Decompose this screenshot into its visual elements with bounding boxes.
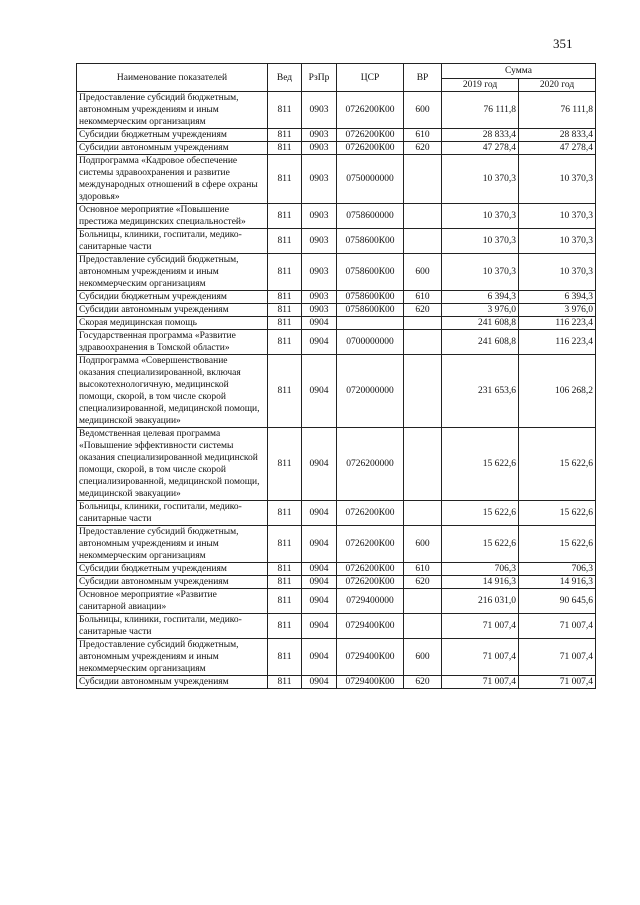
cell-rzpr: 0903 [302,291,337,304]
page-number: 351 [553,36,573,51]
cell-name: Скорая медицинская помощь [77,317,268,330]
cell-y2020: 15 622,6 [519,428,596,501]
cell-y2020: 3 976,0 [519,304,596,317]
cell-csr: 0726200К00 [337,576,404,589]
cell-y2019: 10 370,3 [442,254,519,291]
cell-y2020: 14 916,3 [519,576,596,589]
cell-y2019: 15 622,6 [442,428,519,501]
cell-rzpr: 0904 [302,614,337,639]
cell-csr: 0729400К00 [337,639,404,676]
cell-csr: 0729400000 [337,589,404,614]
cell-csr: 0726200К00 [337,526,404,563]
table-body [77,92,596,689]
cell-name: Субсидии автономным учреждениям [77,304,268,317]
table-row [77,589,596,614]
cell-vr [404,589,442,614]
cell-rzpr: 0903 [302,142,337,155]
cell-csr: 0726200К00 [337,129,404,142]
cell-rzpr: 0904 [302,501,337,526]
cell-rzpr: 0903 [302,204,337,229]
cell-y2019: 241 608,8 [442,317,519,330]
budget-table [76,63,596,689]
cell-vr: 620 [404,676,442,689]
cell-vr: 610 [404,129,442,142]
table-row [77,676,596,689]
cell-name: Предоставление субсидий бюджетным, автономным учреждениям и иным некоммерческим организациям [77,254,268,291]
cell-y2020: 15 622,6 [519,526,596,563]
cell-csr: 0750000000 [337,155,404,204]
cell-rzpr: 0904 [302,589,337,614]
cell-y2019: 706,3 [442,563,519,576]
cell-y2020: 90 645,6 [519,589,596,614]
cell-csr: 0729400К00 [337,676,404,689]
cell-vr: 600 [404,92,442,129]
header-name: Наименование показателей [77,64,268,92]
cell-name: Субсидии автономным учреждениям [77,576,268,589]
header-csr: ЦСР [337,64,404,92]
cell-y2019: 71 007,4 [442,639,519,676]
cell-name: Государственная программа «Развитие здравоохранения в Томской области» [77,330,268,355]
table-row [77,155,596,204]
cell-csr: 0726200К00 [337,563,404,576]
cell-vr: 610 [404,291,442,304]
table-row [77,304,596,317]
cell-ved: 811 [268,614,302,639]
cell-name: Субсидии бюджетным учреждениям [77,129,268,142]
cell-csr: 0758600К00 [337,229,404,254]
cell-y2019: 10 370,3 [442,155,519,204]
table-row [77,614,596,639]
cell-ved: 811 [268,129,302,142]
cell-y2019: 28 833,4 [442,129,519,142]
cell-name: Больницы, клиники, госпитали, медико-санитарные части [77,501,268,526]
cell-vr: 600 [404,526,442,563]
cell-name: Больницы, клиники, госпитали, медико-санитарные части [77,229,268,254]
cell-csr: 0726200К00 [337,501,404,526]
table-row [77,317,596,330]
table-row [77,563,596,576]
cell-y2019: 15 622,6 [442,526,519,563]
cell-rzpr: 0904 [302,639,337,676]
header-ved: Вед [268,64,302,92]
cell-y2019: 3 976,0 [442,304,519,317]
cell-y2020: 28 833,4 [519,129,596,142]
cell-vr: 620 [404,576,442,589]
cell-y2020: 76 111,8 [519,92,596,129]
cell-y2019: 231 653,6 [442,355,519,428]
cell-vr [404,501,442,526]
cell-vr [404,229,442,254]
table-row [77,355,596,428]
cell-csr: 0758600000 [337,204,404,229]
cell-ved: 811 [268,317,302,330]
cell-name: Субсидии автономным учреждениям [77,676,268,689]
cell-y2019: 76 111,8 [442,92,519,129]
cell-y2020: 15 622,6 [519,501,596,526]
cell-csr: 0758600К00 [337,254,404,291]
cell-csr: 0726200000 [337,428,404,501]
cell-name: Предоставление субсидий бюджетным, автономным учреждениям и иным некоммерческим организациям [77,639,268,676]
cell-name: Подпрограмма «Кадровое обеспечение системы здравоохранения и развитие международных отношений в сфере охраны здоровья» [77,155,268,204]
table-row [77,142,596,155]
table-row [77,639,596,676]
cell-name: Субсидии автономным учреждениям [77,142,268,155]
cell-vr [404,317,442,330]
cell-rzpr: 0904 [302,526,337,563]
cell-ved: 811 [268,330,302,355]
cell-ved: 811 [268,589,302,614]
cell-name: Основное мероприятие «Повышение престижа медицинских специальностей» [77,204,268,229]
cell-y2019: 14 916,3 [442,576,519,589]
cell-rzpr: 0903 [302,304,337,317]
table-row [77,204,596,229]
cell-ved: 811 [268,155,302,204]
cell-name: Ведомственная целевая программа «Повышение эффективности системы оказания специализированной медицинской помощи, скорой, в том числе скорой специализированной, медицинской помощи, медицинской эвакуации» [77,428,268,501]
cell-rzpr: 0904 [302,428,337,501]
cell-rzpr: 0904 [302,355,337,428]
cell-y2020: 116 223,4 [519,330,596,355]
table-row [77,576,596,589]
cell-ved: 811 [268,501,302,526]
cell-vr: 610 [404,563,442,576]
cell-y2020: 706,3 [519,563,596,576]
cell-vr [404,355,442,428]
cell-y2020: 47 278,4 [519,142,596,155]
table-row [77,526,596,563]
cell-ved: 811 [268,639,302,676]
table-row [77,92,596,129]
cell-vr [404,428,442,501]
table-header [77,64,596,92]
cell-name: Субсидии бюджетным учреждениям [77,563,268,576]
table-row [77,291,596,304]
cell-vr [404,204,442,229]
header-2019: 2019 год [442,79,519,92]
cell-name: Предоставление субсидий бюджетным, автономным учреждениям и иным некоммерческим организациям [77,526,268,563]
table-row [77,330,596,355]
cell-rzpr: 0904 [302,330,337,355]
cell-y2020: 106 268,2 [519,355,596,428]
cell-csr: 0758600К00 [337,291,404,304]
cell-vr [404,155,442,204]
cell-y2019: 71 007,4 [442,676,519,689]
header-rzpr: РзПр [302,64,337,92]
cell-vr [404,330,442,355]
cell-name: Подпрограмма «Совершенствование оказания специализированной, включая высокотехнологичную, медицинской помощи, скорой, в том числе скорой специализированной, медицинской помощи, медицинской эвакуации» [77,355,268,428]
cell-csr: 0720000000 [337,355,404,428]
cell-ved: 811 [268,563,302,576]
cell-y2019: 10 370,3 [442,229,519,254]
cell-ved: 811 [268,428,302,501]
cell-ved: 811 [268,355,302,428]
cell-ved: 811 [268,92,302,129]
cell-ved: 811 [268,142,302,155]
cell-vr [404,614,442,639]
cell-ved: 811 [268,291,302,304]
cell-vr: 620 [404,304,442,317]
cell-name: Основное мероприятие «Развитие санитарной авиации» [77,589,268,614]
table-row [77,229,596,254]
cell-ved: 811 [268,254,302,291]
cell-csr: 0700000000 [337,330,404,355]
cell-y2020: 71 007,4 [519,614,596,639]
cell-name: Больницы, клиники, госпитали, медико-санитарные части [77,614,268,639]
cell-ved: 811 [268,526,302,563]
cell-y2020: 10 370,3 [519,254,596,291]
cell-name: Предоставление субсидий бюджетным, автономным учреждениям и иным некоммерческим организациям [77,92,268,129]
table-row [77,428,596,501]
cell-y2019: 241 608,8 [442,330,519,355]
cell-rzpr: 0904 [302,563,337,576]
header-2020: 2020 год [519,79,596,92]
table-row [77,501,596,526]
cell-rzpr: 0903 [302,155,337,204]
cell-y2020: 10 370,3 [519,155,596,204]
cell-csr [337,317,404,330]
cell-vr: 600 [404,254,442,291]
cell-y2019: 15 622,6 [442,501,519,526]
cell-y2020: 71 007,4 [519,676,596,689]
cell-rzpr: 0904 [302,576,337,589]
cell-rzpr: 0903 [302,254,337,291]
cell-vr: 620 [404,142,442,155]
cell-rzpr: 0904 [302,317,337,330]
header-sum: Сумма [442,64,596,79]
cell-ved: 811 [268,304,302,317]
cell-ved: 811 [268,676,302,689]
cell-y2019: 216 031,0 [442,589,519,614]
cell-ved: 811 [268,204,302,229]
table-row [77,129,596,142]
cell-y2020: 10 370,3 [519,204,596,229]
cell-y2019: 6 394,3 [442,291,519,304]
cell-rzpr: 0904 [302,676,337,689]
cell-y2019: 47 278,4 [442,142,519,155]
cell-y2020: 71 007,4 [519,639,596,676]
cell-ved: 811 [268,576,302,589]
cell-csr: 0726200К00 [337,92,404,129]
cell-y2020: 6 394,3 [519,291,596,304]
cell-rzpr: 0903 [302,129,337,142]
cell-y2019: 10 370,3 [442,204,519,229]
cell-y2020: 10 370,3 [519,229,596,254]
cell-csr: 0729400К00 [337,614,404,639]
cell-rzpr: 0903 [302,92,337,129]
cell-vr: 600 [404,639,442,676]
cell-csr: 0726200К00 [337,142,404,155]
cell-csr: 0758600К00 [337,304,404,317]
cell-ved: 811 [268,229,302,254]
table-row [77,254,596,291]
header-vr: ВР [404,64,442,92]
cell-y2019: 71 007,4 [442,614,519,639]
cell-y2020: 116 223,4 [519,317,596,330]
cell-rzpr: 0903 [302,229,337,254]
cell-name: Субсидии бюджетным учреждениям [77,291,268,304]
